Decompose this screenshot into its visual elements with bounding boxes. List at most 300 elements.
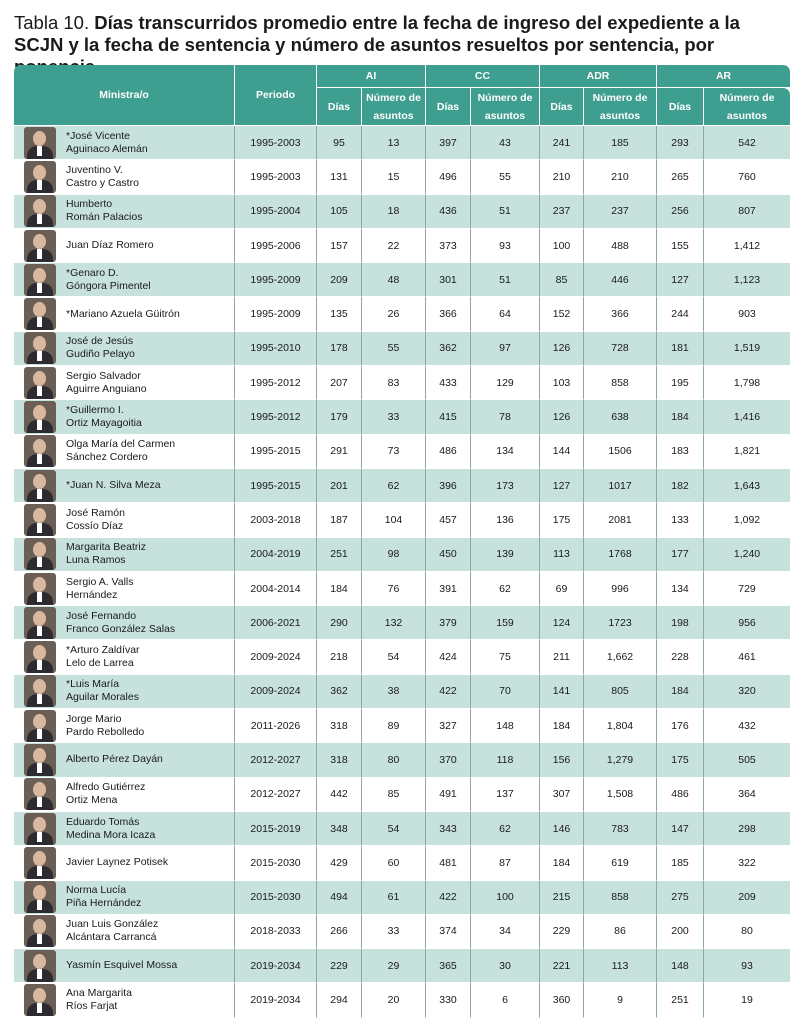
value-cell-adr-d: 156: [540, 743, 584, 777]
value-cell-ar-n: 322: [704, 846, 790, 880]
value-cell-adr-n: 1723: [584, 606, 657, 640]
minister-name: [66, 606, 235, 640]
minister-name-line1: Alfredo Gutiérrez: [66, 781, 146, 794]
value-cell-cc-d: 424: [426, 640, 471, 674]
table-row: [14, 263, 790, 297]
value-cell-cc-d: 330: [426, 983, 471, 1017]
photo-cell: [14, 640, 66, 674]
period-cell: 1995-2012: [235, 400, 317, 434]
value-cell-ar-d: 184: [657, 675, 704, 709]
value-cell-ar-d: 147: [657, 812, 704, 846]
value-cell-ai-n: 55: [362, 332, 426, 366]
photo-cell: [14, 743, 66, 777]
photo-cell: [14, 983, 66, 1017]
value-cell-cc-n: 148: [471, 709, 540, 743]
value-cell-cc-d: 373: [426, 229, 471, 263]
minister-name-line2: Sánchez Cordero: [66, 451, 148, 464]
value-cell-adr-n: 858: [584, 881, 657, 915]
value-cell-ai-d: 95: [317, 126, 362, 160]
header-periodo: Periodo: [235, 65, 317, 126]
minister-name: [66, 229, 235, 263]
value-cell-ar-n: 542: [704, 126, 790, 160]
value-cell-cc-d: 365: [426, 949, 471, 983]
minister-photo: [24, 778, 56, 810]
value-cell-adr-d: 85: [540, 263, 584, 297]
value-cell-adr-d: 69: [540, 572, 584, 606]
table-row: [14, 915, 790, 949]
minister-name-line1: Jorge Mario: [66, 712, 122, 725]
value-cell-ar-d: 265: [657, 160, 704, 194]
photo-cell: [14, 366, 66, 400]
value-cell-ar-n: 807: [704, 195, 790, 229]
value-cell-ai-n: 83: [362, 366, 426, 400]
photo-cell: [14, 606, 66, 640]
value-cell-cc-n: 55: [471, 160, 540, 194]
value-cell-ai-d: 362: [317, 675, 362, 709]
value-cell-adr-d: 210: [540, 160, 584, 194]
value-cell-adr-d: 152: [540, 297, 584, 331]
value-cell-ar-d: 181: [657, 332, 704, 366]
value-cell-cc-n: 62: [471, 812, 540, 846]
value-cell-ar-d: 134: [657, 572, 704, 606]
minister-photo: [24, 401, 56, 433]
value-cell-ai-n: 54: [362, 640, 426, 674]
data-table: [14, 65, 790, 1018]
table-row: [14, 503, 790, 537]
value-cell-adr-n: 86: [584, 915, 657, 949]
value-cell-cc-n: 62: [471, 572, 540, 606]
period-cell: 1995-2006: [235, 229, 317, 263]
value-cell-adr-n: 858: [584, 366, 657, 400]
period-cell: 2003-2018: [235, 503, 317, 537]
value-cell-ar-n: 93: [704, 949, 790, 983]
photo-cell: [14, 538, 66, 572]
minister-photo: [24, 984, 56, 1016]
value-cell-ai-n: 22: [362, 229, 426, 263]
minister-name-line1: *Mariano Azuela Güitrón: [66, 307, 180, 320]
minister-name-line2: Góngora Pimentel: [66, 279, 151, 292]
photo-cell: [14, 572, 66, 606]
value-cell-adr-d: 113: [540, 538, 584, 572]
value-cell-adr-d: 184: [540, 709, 584, 743]
period-cell: 2015-2030: [235, 846, 317, 880]
value-cell-adr-n: 1506: [584, 435, 657, 469]
value-cell-cc-n: 97: [471, 332, 540, 366]
minister-name-line1: Norma Lucía: [66, 884, 127, 897]
value-cell-ar-d: 251: [657, 983, 704, 1017]
value-cell-ar-d: 185: [657, 846, 704, 880]
value-cell-ar-n: 298: [704, 812, 790, 846]
value-cell-adr-n: 9: [584, 983, 657, 1017]
table-row: [14, 949, 790, 983]
period-cell: 1995-2010: [235, 332, 317, 366]
minister-name-line2: Castro y Castro: [66, 176, 139, 189]
value-cell-cc-n: 75: [471, 640, 540, 674]
header-numero: Número de asuntos: [584, 88, 657, 126]
value-cell-cc-d: 422: [426, 881, 471, 915]
value-cell-adr-d: 141: [540, 675, 584, 709]
photo-cell: [14, 263, 66, 297]
minister-name-line1: Sergio Salvador: [66, 369, 141, 382]
minister-name: [66, 469, 235, 503]
minister-name-line2: Luna Ramos: [66, 554, 126, 567]
value-cell-ar-d: 155: [657, 229, 704, 263]
minister-name: [66, 160, 235, 194]
value-cell-adr-n: 805: [584, 675, 657, 709]
value-cell-cc-n: 43: [471, 126, 540, 160]
value-cell-ar-d: 228: [657, 640, 704, 674]
period-cell: 2018-2033: [235, 915, 317, 949]
minister-name-line2: Cossío Díaz: [66, 519, 124, 532]
minister-photo: [24, 813, 56, 845]
minister-name-line2: Alcántara Carrancá: [66, 931, 157, 944]
value-cell-cc-d: 362: [426, 332, 471, 366]
value-cell-ar-n: 903: [704, 297, 790, 331]
value-cell-adr-d: 124: [540, 606, 584, 640]
header-numero: Número de asuntos: [704, 88, 790, 126]
value-cell-adr-d: 103: [540, 366, 584, 400]
header-group-ar: AR: [657, 65, 790, 88]
value-cell-adr-n: 237: [584, 195, 657, 229]
value-cell-ai-n: 98: [362, 538, 426, 572]
minister-name: [66, 709, 235, 743]
value-cell-cc-n: 93: [471, 229, 540, 263]
minister-name: [66, 881, 235, 915]
value-cell-ai-d: 178: [317, 332, 362, 366]
value-cell-cc-n: 87: [471, 846, 540, 880]
minister-photo: [24, 470, 56, 502]
minister-name-line1: Alberto Pérez Dayán: [66, 753, 163, 766]
value-cell-ai-d: 207: [317, 366, 362, 400]
photo-cell: [14, 846, 66, 880]
minister-name-line1: *Juan N. Silva Meza: [66, 479, 161, 492]
value-cell-ar-n: 1,643: [704, 469, 790, 503]
value-cell-ai-d: 348: [317, 812, 362, 846]
photo-cell: [14, 297, 66, 331]
value-cell-ai-d: 135: [317, 297, 362, 331]
value-cell-ai-d: 179: [317, 400, 362, 434]
value-cell-ai-n: 85: [362, 778, 426, 812]
value-cell-adr-d: 126: [540, 400, 584, 434]
value-cell-adr-n: 619: [584, 846, 657, 880]
value-cell-ai-d: 442: [317, 778, 362, 812]
period-cell: 2006-2021: [235, 606, 317, 640]
value-cell-ar-d: 182: [657, 469, 704, 503]
value-cell-cc-d: 422: [426, 675, 471, 709]
value-cell-cc-n: 159: [471, 606, 540, 640]
minister-photo: [24, 744, 56, 776]
value-cell-cc-n: 134: [471, 435, 540, 469]
minister-name-line1: *Guillermo I.: [66, 404, 124, 417]
photo-cell: [14, 126, 66, 160]
value-cell-cc-n: 51: [471, 263, 540, 297]
minister-photo: [24, 675, 56, 707]
value-cell-ai-n: 61: [362, 881, 426, 915]
period-cell: 2004-2014: [235, 572, 317, 606]
minister-name: [66, 949, 235, 983]
value-cell-ar-n: 1,798: [704, 366, 790, 400]
table-row: [14, 297, 790, 331]
table-row: [14, 160, 790, 194]
table-row: [14, 366, 790, 400]
minister-name-line1: Ana Margarita: [66, 987, 132, 1000]
value-cell-cc-n: 129: [471, 366, 540, 400]
table-caption: Días transcurridos promedio entre la fecha de ingreso del expediente a la SCJN y la fecha de sentencia y número de asuntos resueltos por sentencia, por: [14, 12, 740, 55]
value-cell-ai-d: 105: [317, 195, 362, 229]
minister-photo: [24, 607, 56, 639]
value-cell-adr-d: 175: [540, 503, 584, 537]
value-cell-ai-n: 29: [362, 949, 426, 983]
minister-photo: [24, 915, 56, 947]
minister-name-line2: Pardo Rebolledo: [66, 725, 145, 738]
value-cell-adr-n: 996: [584, 572, 657, 606]
header-numero: Número de asuntos: [362, 88, 426, 126]
value-cell-ar-n: 956: [704, 606, 790, 640]
value-cell-cc-d: 379: [426, 606, 471, 640]
period-cell: 2019-2034: [235, 983, 317, 1017]
minister-name-line2: Aguirre Anguiano: [66, 382, 147, 395]
value-cell-cc-d: 486: [426, 435, 471, 469]
photo-cell: [14, 778, 66, 812]
value-cell-ar-n: 1,240: [704, 538, 790, 572]
value-cell-ar-d: 133: [657, 503, 704, 537]
value-cell-adr-n: 488: [584, 229, 657, 263]
minister-photo: [24, 298, 56, 330]
minister-name: [66, 743, 235, 777]
table-row: [14, 229, 790, 263]
minister-name: [66, 538, 235, 572]
value-cell-cc-n: 51: [471, 195, 540, 229]
table-row: [14, 743, 790, 777]
photo-cell: [14, 812, 66, 846]
header-group-ai: AI: [317, 65, 426, 88]
value-cell-adr-n: 1017: [584, 469, 657, 503]
photo-cell: [14, 709, 66, 743]
table-row: [14, 126, 790, 160]
value-cell-adr-n: 446: [584, 263, 657, 297]
minister-name-line2: Ortiz Mena: [66, 794, 118, 807]
value-cell-ai-d: 229: [317, 949, 362, 983]
period-cell: 1995-2004: [235, 195, 317, 229]
value-cell-ar-d: 486: [657, 778, 704, 812]
value-cell-adr-d: 211: [540, 640, 584, 674]
value-cell-ar-n: 1,123: [704, 263, 790, 297]
value-cell-ai-n: 62: [362, 469, 426, 503]
minister-photo: [24, 710, 56, 742]
minister-name: [66, 332, 235, 366]
value-cell-adr-d: 144: [540, 435, 584, 469]
value-cell-ar-d: 175: [657, 743, 704, 777]
minister-name-line1: José Fernando: [66, 609, 137, 622]
value-cell-adr-d: 146: [540, 812, 584, 846]
value-cell-adr-n: 1768: [584, 538, 657, 572]
value-cell-adr-d: 126: [540, 332, 584, 366]
value-cell-ai-d: 184: [317, 572, 362, 606]
minister-photo: [24, 641, 56, 673]
value-cell-cc-d: 491: [426, 778, 471, 812]
value-cell-ar-d: 198: [657, 606, 704, 640]
value-cell-ar-d: 177: [657, 538, 704, 572]
minister-photo: [24, 881, 56, 913]
value-cell-ar-d: 293: [657, 126, 704, 160]
minister-photo: [24, 332, 56, 364]
minister-name: [66, 675, 235, 709]
value-cell-adr-d: 307: [540, 778, 584, 812]
minister-name-line2: Ortiz Mayagoitia: [66, 417, 142, 430]
minister-name-line1: *Luis María: [66, 678, 120, 691]
table-row: [14, 983, 790, 1017]
period-cell: 2009-2024: [235, 640, 317, 674]
value-cell-ai-d: 290: [317, 606, 362, 640]
value-cell-ar-n: 19: [704, 983, 790, 1017]
value-cell-ar-n: 1,519: [704, 332, 790, 366]
minister-name-line1: *Genaro D.: [66, 266, 119, 279]
value-cell-ar-n: 209: [704, 881, 790, 915]
value-cell-ai-d: 251: [317, 538, 362, 572]
header-group-adr: ADR: [540, 65, 657, 88]
value-cell-cc-d: 436: [426, 195, 471, 229]
header-numero: Número de asuntos: [471, 88, 540, 126]
value-cell-ar-n: 1,416: [704, 400, 790, 434]
minister-name-line1: José Ramón: [66, 506, 125, 519]
value-cell-ar-d: 127: [657, 263, 704, 297]
minister-name: [66, 435, 235, 469]
value-cell-ar-n: 505: [704, 743, 790, 777]
value-cell-adr-d: 127: [540, 469, 584, 503]
header-group-cc: CC: [426, 65, 540, 88]
table-row: [14, 332, 790, 366]
value-cell-cc-n: 30: [471, 949, 540, 983]
photo-cell: [14, 881, 66, 915]
minister-name: [66, 812, 235, 846]
table-row: [14, 195, 790, 229]
value-cell-cc-n: 100: [471, 881, 540, 915]
value-cell-cc-n: 118: [471, 743, 540, 777]
value-cell-adr-n: 2081: [584, 503, 657, 537]
value-cell-ai-n: 20: [362, 983, 426, 1017]
table-row: [14, 400, 790, 434]
minister-photo: [24, 367, 56, 399]
minister-name-line2: Aguinaco Alemán: [66, 142, 148, 155]
value-cell-ai-d: 294: [317, 983, 362, 1017]
value-cell-ar-n: 364: [704, 778, 790, 812]
value-cell-cc-d: 301: [426, 263, 471, 297]
photo-cell: [14, 915, 66, 949]
minister-name-line1: *Arturo Zaldívar: [66, 644, 140, 657]
value-cell-adr-n: 210: [584, 160, 657, 194]
value-cell-ai-n: 26: [362, 297, 426, 331]
period-cell: 1995-2009: [235, 297, 317, 331]
table-row: [14, 778, 790, 812]
photo-cell: [14, 160, 66, 194]
value-cell-ar-d: 184: [657, 400, 704, 434]
table-row: [14, 812, 790, 846]
period-cell: 1995-2012: [235, 366, 317, 400]
table-row: [14, 675, 790, 709]
value-cell-ai-n: 13: [362, 126, 426, 160]
minister-photo: [24, 230, 56, 262]
minister-name: [66, 572, 235, 606]
minister-name: [66, 640, 235, 674]
value-cell-adr-d: 237: [540, 195, 584, 229]
table-row: [14, 538, 790, 572]
value-cell-ar-n: 320: [704, 675, 790, 709]
value-cell-ai-d: 318: [317, 709, 362, 743]
minister-name-line1: Juan Luis González: [66, 918, 159, 931]
value-cell-cc-d: 396: [426, 469, 471, 503]
minister-name-line2: Ríos Farjat: [66, 1000, 118, 1013]
value-cell-ai-n: 54: [362, 812, 426, 846]
value-cell-cc-d: 415: [426, 400, 471, 434]
value-cell-ai-d: 187: [317, 503, 362, 537]
header-dias: Días: [540, 88, 584, 126]
value-cell-cc-d: 433: [426, 366, 471, 400]
photo-cell: [14, 949, 66, 983]
period-cell: 1995-2015: [235, 469, 317, 503]
period-cell: 2012-2027: [235, 778, 317, 812]
minister-photo: [24, 573, 56, 605]
value-cell-cc-d: 397: [426, 126, 471, 160]
period-cell: 2019-2034: [235, 949, 317, 983]
value-cell-adr-n: 728: [584, 332, 657, 366]
value-cell-ai-d: 218: [317, 640, 362, 674]
minister-name-line1: Yasmín Esquivel Mossa: [66, 959, 178, 972]
value-cell-cc-d: 343: [426, 812, 471, 846]
minister-name-line2: Gudiño Pelayo: [66, 348, 135, 361]
minister-name-line1: Juventino V.: [66, 163, 123, 176]
value-cell-ar-n: 1,821: [704, 435, 790, 469]
value-cell-adr-d: 100: [540, 229, 584, 263]
value-cell-ai-n: 73: [362, 435, 426, 469]
table-row: [14, 881, 790, 915]
value-cell-adr-d: 215: [540, 881, 584, 915]
period-cell: 2015-2019: [235, 812, 317, 846]
minister-name-line1: Sergio A. Valls: [66, 575, 134, 588]
minister-name: [66, 846, 235, 880]
value-cell-cc-d: 327: [426, 709, 471, 743]
minister-name: [66, 400, 235, 434]
value-cell-ai-n: 60: [362, 846, 426, 880]
value-cell-cc-n: 78: [471, 400, 540, 434]
photo-cell: [14, 229, 66, 263]
header-dias: Días: [317, 88, 362, 126]
minister-name-line1: Javier Laynez Potisek: [66, 856, 169, 869]
value-cell-cc-d: 496: [426, 160, 471, 194]
value-cell-adr-n: 1,804: [584, 709, 657, 743]
value-cell-ai-d: 157: [317, 229, 362, 263]
value-cell-cc-d: 457: [426, 503, 471, 537]
table-row: [14, 572, 790, 606]
photo-cell: [14, 435, 66, 469]
header-ministra: Ministra/o: [14, 65, 235, 126]
minister-name-line2: Medina Mora Icaza: [66, 828, 156, 841]
minister-photo: [24, 950, 56, 982]
value-cell-adr-n: 113: [584, 949, 657, 983]
value-cell-ai-n: 33: [362, 915, 426, 949]
period-cell: 2009-2024: [235, 675, 317, 709]
value-cell-ar-n: 1,092: [704, 503, 790, 537]
minister-name-line1: Humberto: [66, 198, 113, 211]
value-cell-cc-n: 64: [471, 297, 540, 331]
value-cell-ai-n: 18: [362, 195, 426, 229]
value-cell-adr-n: 1,508: [584, 778, 657, 812]
value-cell-adr-d: 221: [540, 949, 584, 983]
minister-name-line1: Olga María del Carmen: [66, 438, 176, 451]
period-cell: 2015-2030: [235, 881, 317, 915]
minister-photo: [24, 435, 56, 467]
photo-cell: [14, 400, 66, 434]
value-cell-ar-d: 148: [657, 949, 704, 983]
